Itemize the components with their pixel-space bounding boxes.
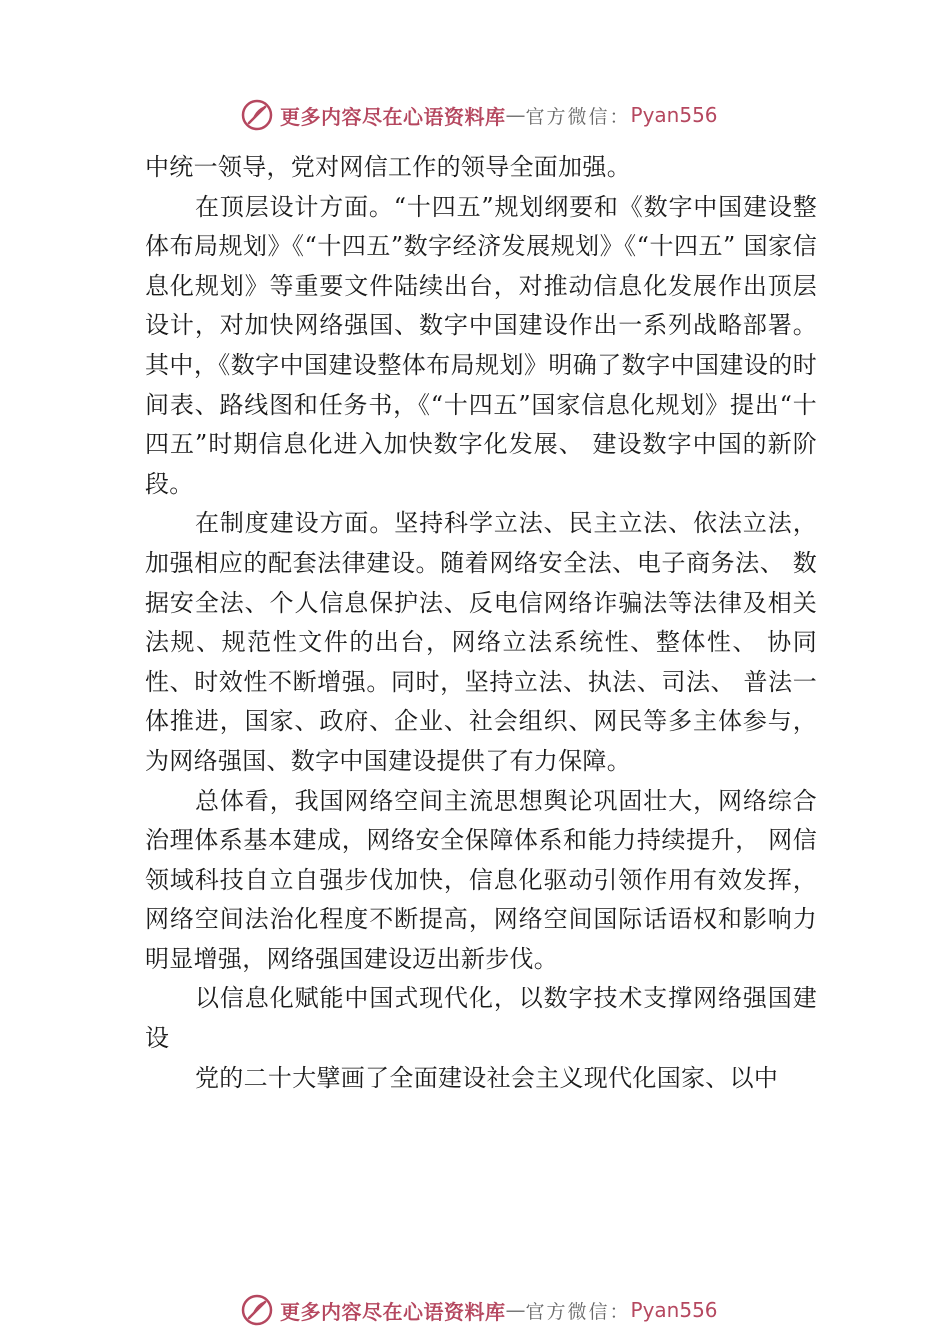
watermark-separator: — xyxy=(505,1298,526,1322)
paragraph-top-level-design: 在顶层设计方面。“十四五”规划纲要和《数字中国建设整体布局规划》《“十四五”数字经济发展规划》《“十四五” 国家信息化规划》等重要文件陆续出台，对推动信息化发展作出顶层设计，对加快网络强国、数字中国建设作出一系列战略部署。其中，《数字中国建设整体布局规划》明确了数字中国建设的时间表、路线图和任务书，《“十四五”国家信息化规划》提出“十四五”时期信息化进入加快数字化发展、 建设数字中国的新阶段。 xyxy=(145,192,817,498)
document-body xyxy=(145,148,817,1098)
quill-logo-icon xyxy=(240,1293,274,1327)
paragraph-party-congress: 党的二十大擘画了全面建设社会主义现代化国家、以中 xyxy=(195,1063,779,1092)
watermark-brand: 更多内容尽在心语资料库 xyxy=(280,1299,506,1324)
paragraph-institutional-building: 在制度建设方面。坚持科学立法、民主立法、依法立法，加强相应的配套法律建设。随着网络安全法、电子商务法、 数据安全法、个人信息保护法、反电信网络诈骗法等法律及相关法规、规范性文件的出台，网络立法系统性、整体性、 协同性、时效性不断增强。同时，坚持立法、执法、司法、 普法一体推进，国家、政府、企业、社会组织、网民等多主体参与，为网络强国、数字中国建设提供了有力保障。 xyxy=(145,509,817,775)
watermark-wechat-label: 官方微信： xyxy=(525,1300,631,1323)
header-watermark xyxy=(240,95,718,135)
watermark-separator: — xyxy=(505,103,526,127)
footer-watermark xyxy=(240,1290,718,1330)
watermark-wechat-id: Pyan556 xyxy=(630,1298,718,1322)
paragraph-overall-summary: 总体看，我国网络空间主流思想舆论巩固壮大，网络综合治理体系基本建成，网络安全保障体系和能力持续提升， 网信领域科技自立自强步伐加快，信息化驱动引领作用有效发挥，网络空间法治化程度不断提高，网络空间国际话语权和影响力明显增强，网络强国建设迈出新步伐。 xyxy=(145,786,817,973)
watermark-brand: 更多内容尽在心语资料库 xyxy=(280,104,506,129)
watermark-wechat-label: 官方微信： xyxy=(525,105,631,128)
quill-logo-icon xyxy=(240,98,274,132)
section-heading: 以信息化赋能中国式现代化，以数字技术支撑网络强国建设 xyxy=(145,984,817,1053)
paragraph-continuation: 中统一领导，党对网信工作的领导全面加强。 xyxy=(145,153,631,181)
watermark-wechat-id: Pyan556 xyxy=(630,103,718,127)
